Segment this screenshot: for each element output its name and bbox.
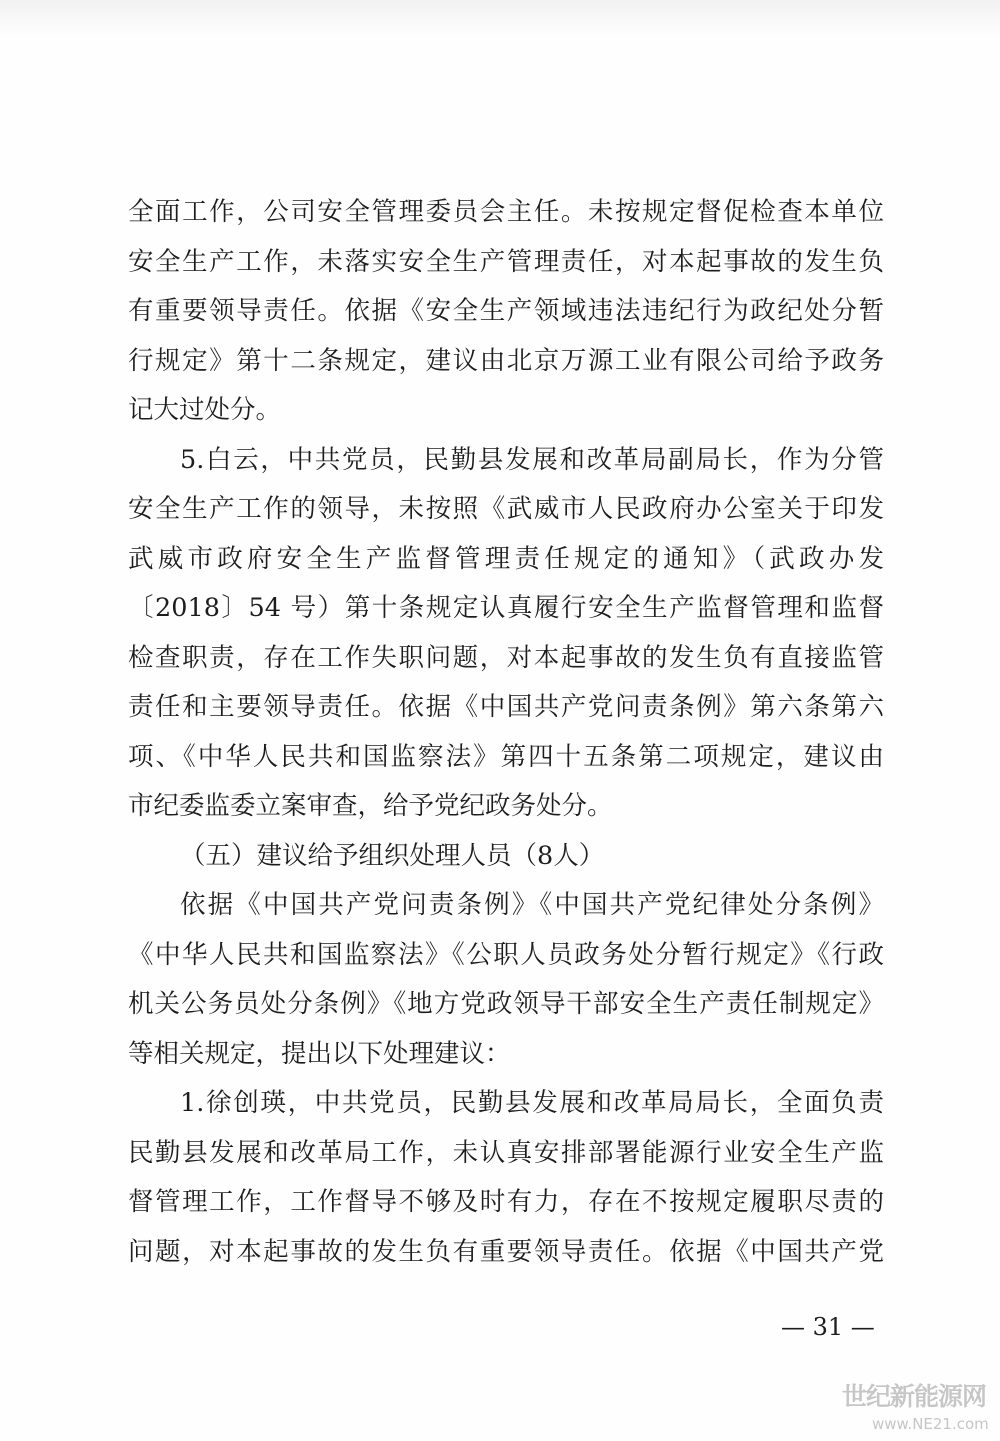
text-line: 民勤县发展和改革局工作，未认真安排部署能源行业安全生产监 xyxy=(128,1137,884,1168)
page-number: — 31 — xyxy=(781,1313,875,1341)
scan-edge-shading xyxy=(0,0,1000,36)
text-line: 《中华人民共和国监察法》《公职人员政务处分暂行规定》《行政 xyxy=(128,939,884,970)
text-line: 安全生产工作，未落实安全生产管理责任，对本起事故的发生负 xyxy=(128,246,884,277)
text-line: 依据《中国共产党问责条例》《中国共产党纪律处分条例》 xyxy=(180,890,884,920)
text-line: 市纪委监委立案审查，给予党纪政务处分。 xyxy=(128,791,613,821)
watermark-site-url: www.NE21.com xyxy=(872,1415,989,1433)
text-line: 全面工作，公司安全管理委员会主任。未按规定督促检查本单位 xyxy=(128,197,884,227)
paragraph-item-1 xyxy=(128,1079,884,1277)
text-line: 安全生产工作的领导，未按照《武威市人民政府办公室关于印发 xyxy=(128,494,884,524)
text-line: 督管理工作，工作督导不够及时有力，存在不按规定履职尽责的 xyxy=(128,1187,884,1217)
text-line: 责任和主要领导责任。依据《中国共产党问责条例》第六条第六 xyxy=(128,692,884,722)
text-line: 机关公务员处分条例》《地方党政领导干部安全生产责任制规定》 xyxy=(128,989,884,1019)
paragraph-basis xyxy=(128,881,884,1079)
text-line: 项、《中华人民共和国监察法》第四十五条第二项规定，建议由 xyxy=(128,741,884,772)
paragraph-item-5 xyxy=(128,436,884,832)
document-body xyxy=(128,188,884,1277)
section-heading xyxy=(128,832,884,882)
text-line: 武威市政府安全生产监督管理责任规定的通知》（武政办发 xyxy=(128,543,884,574)
text-line: 记大过处分。 xyxy=(128,395,282,425)
text-line: 有重要领导责任。依据《安全生产领域违法违纪行为政纪处分暂 xyxy=(128,296,884,326)
paragraph-continued xyxy=(128,188,884,436)
text-line: 行规定》第十二条规定，建议由北京万源工业有限公司给予政务 xyxy=(128,345,884,376)
watermark-site-name: 世纪新能源网 xyxy=(842,1382,987,1411)
text-line: 检查职责，存在工作失职问题，对本起事故的发生负有直接监管 xyxy=(128,642,884,673)
text-line: 5.白云，中共党员，民勤县发展和改革局副局长，作为分管 xyxy=(180,444,884,475)
text-line: 〔2018〕54 号）第十条规定认真履行安全生产监督管理和监督 xyxy=(128,593,884,623)
text-line: 等相关规定，提出以下处理建议： xyxy=(128,1038,511,1069)
text-line: 1.徐创瑛，中共党员，民勤县发展和改革局局长，全面负责 xyxy=(180,1088,884,1118)
section-heading-text: （五）建议给予组织处理人员（8人） xyxy=(180,840,605,871)
text-line: 问题，对本起事故的发生负有重要领导责任。依据《中国共产党 xyxy=(128,1236,884,1267)
